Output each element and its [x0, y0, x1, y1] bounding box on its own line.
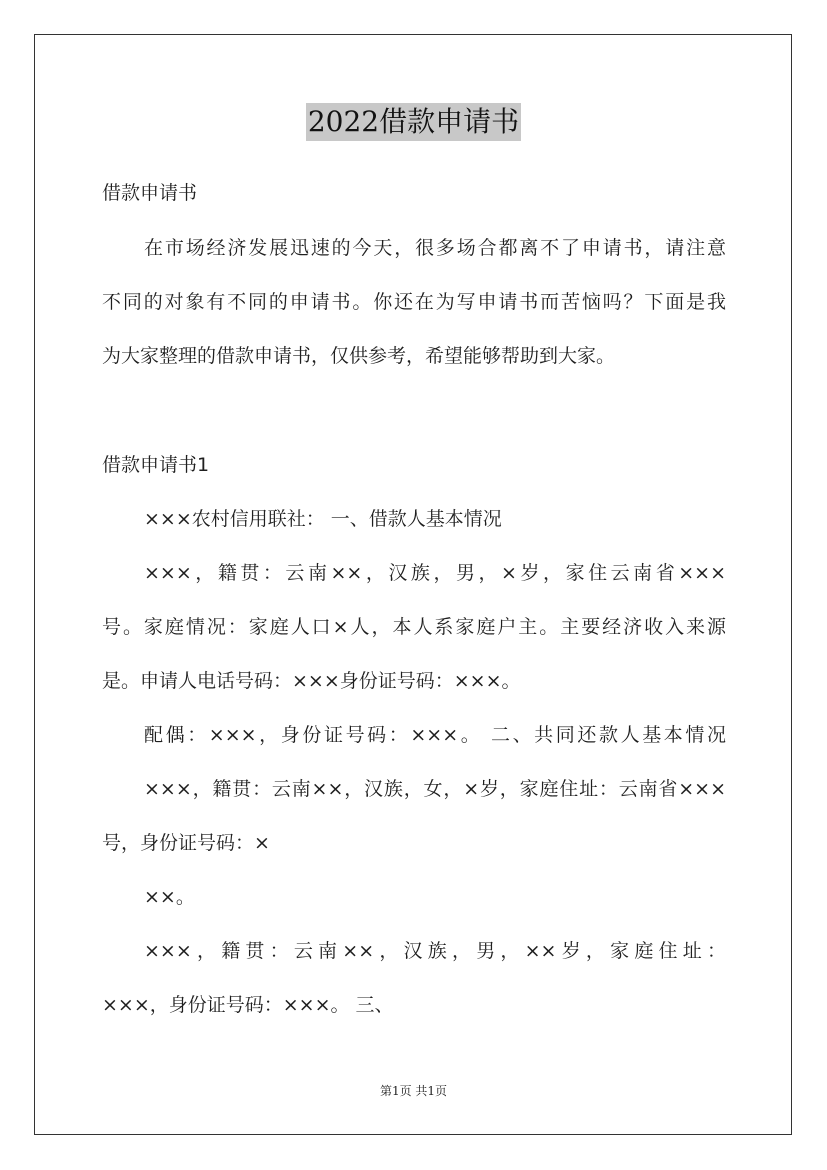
section-heading: 借款申请书1: [102, 454, 210, 476]
paragraph-line: 号，身份证号码：×: [102, 832, 270, 854]
paragraph-line: 为大家整理的借款申请书，仅供参考，希望能够帮助到大家。: [102, 345, 616, 367]
section-heading: 借款申请书: [102, 182, 198, 204]
paragraph-line: ×××，籍贯：云南××，汉族，女，×岁，家庭住址：云南省×××: [144, 778, 726, 800]
document-title: 2022借款申请书: [306, 103, 521, 141]
paragraph-line: 不同的对象有不同的申请书。你还在为写申请书而苦恼吗？下面是我: [102, 291, 726, 313]
paragraph-line: ××。: [144, 886, 195, 908]
title-container: [0, 103, 827, 141]
paragraph-line: ×××，籍贯：云南××，汉族，男，××岁，家庭住址：: [144, 940, 726, 962]
paragraph-line: 号。家庭情况：家庭人口×人，本人系家庭户主。主要经济收入来源: [102, 616, 726, 638]
paragraph-line: ×××农村信用联社： 一、借款人基本情况: [144, 508, 502, 530]
paragraph-line: ×××，身份证号码：×××。 三、: [102, 994, 394, 1016]
paragraph-line: 配偶：×××，身份证号码：×××。 二、共同还款人基本情况: [144, 724, 726, 746]
paragraph-line: ×××，籍贯：云南××，汉族，男，×岁，家住云南省×××: [144, 562, 726, 584]
page-footer: 第1页 共1页: [379, 1084, 448, 1098]
paragraph-line: 在市场经济发展迅速的今天，很多场合都离不了申请书，请注意: [144, 237, 726, 259]
paragraph-line: 是。申请人电话号码：×××身份证号码：×××。: [102, 670, 521, 692]
